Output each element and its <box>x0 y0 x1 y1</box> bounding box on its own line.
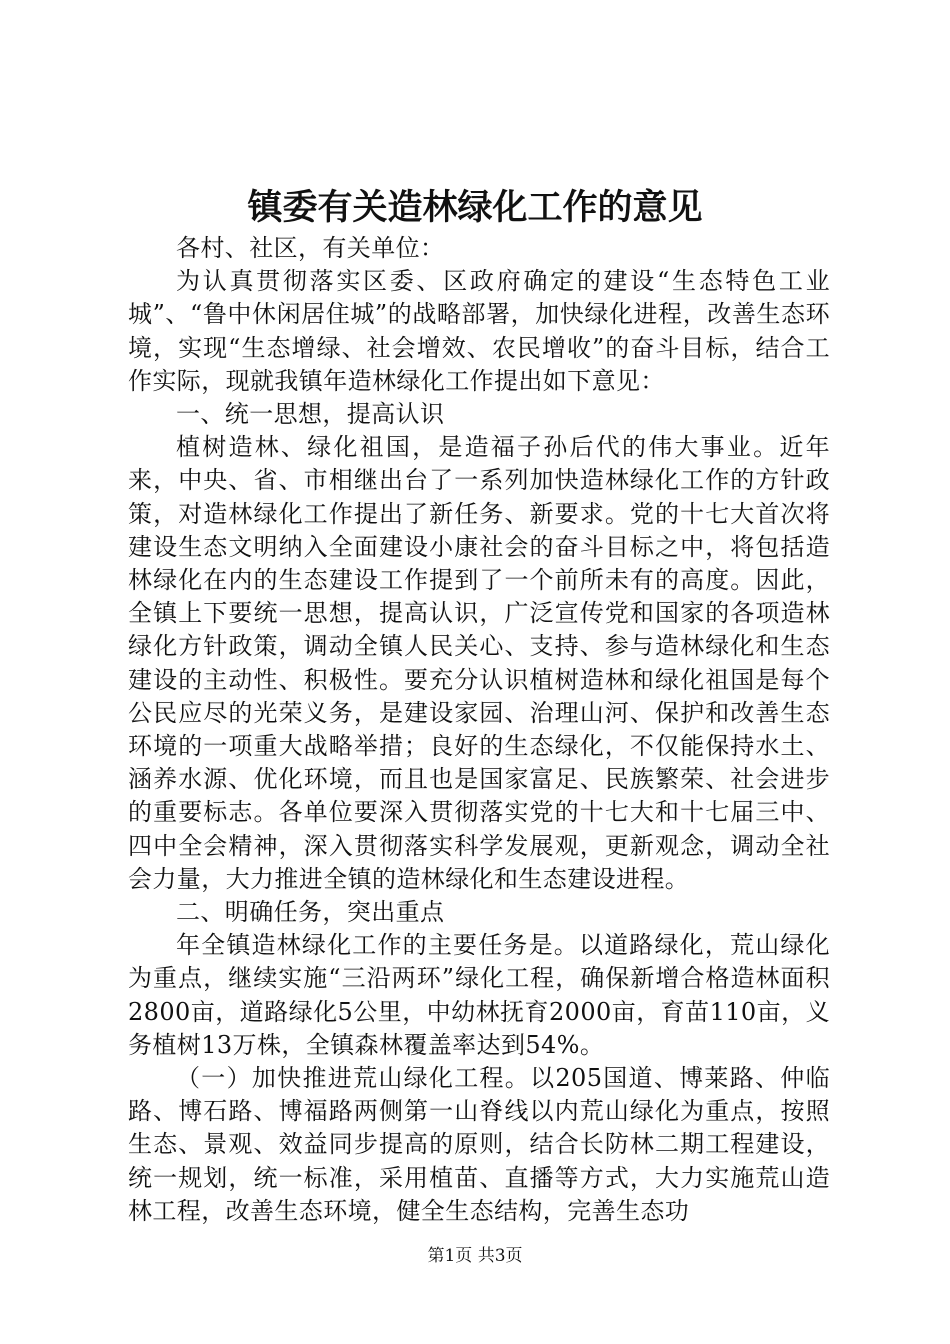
paragraph-salutation: 各村、社区，有关单位： <box>176 234 445 262</box>
section-heading-2: 二、明确任务，突出重点 <box>176 898 445 927</box>
paragraph-intro: 为认真贯彻落实区委、区政府确定的建设“生态特色工业城”、“鲁中休闲居住城”的战略部署，加快绿化进程，改善生态环境，实现“生态增绿、社会增效、农民增收”的奋斗目标，结合工作实际，现就我镇年造林绿化工作提出如下意见： <box>128 267 830 395</box>
document-body <box>128 232 830 1228</box>
document-title: 镇委有关造林绿化工作的意见 <box>247 187 703 228</box>
paragraph-section-1: 植树造林、绿化祖国，是造福子孙后代的伟大事业。近年来，中央、省、市相继出台了一系列加快造林绿化工作的方针政策，对造林绿化工作提出了新任务、新要求。党的十七大首次将建设生态文明纳入全面建设小康社会的奋斗目标之中，将包括造林绿化在内的生态建设工作提到了一个前所未有的高度。因此，全镇上下要统一思想，提高认识，广泛宣传党和国家的各项造林绿化方针政策，调动全镇人民关心、支持、参与造林绿化和生态建设的主动性、积极性。要充分认识植树造林和绿化祖国是每个公民应尽的光荣义务，是建设家园、治理山河、保护和改善生态环境的一项重大战略举措；良好的生态绿化，不仅能保持水土、涵养水源、优化环境，而且也是国家富足、民族繁荣、社会进步的重要标志。各单位要深入贯彻落实党的十七大和十七届三中、四中全会精神，深入贯彻落实科学发展观，更新观念，调动全社会力量，大力推进全镇的造林绿化和生态建设进程。 <box>128 433 830 893</box>
paragraph-subsection-1: （一）加快推进荒山绿化工程。以205国道、博莱路、仲临路、博石路、博福路两侧第一山脊线以内荒山绿化为重点，按照生态、景观、效益同步提高的原则，结合长防林二期工程建设，统一规划，统一标准，采用植苗、直播等方式，大力实施荒山造林工程，改善生态环境，健全生态结构，完善生态功 <box>128 1064 830 1225</box>
page-footer: 第1页 共3页 <box>427 1246 523 1266</box>
paragraph-section-2: 年全镇造林绿化工作的主要任务是。以道路绿化，荒山绿化为重点，继续实施“三沿两环”绿化工程，确保新增合格造林面积2800亩，道路绿化5公里，中幼林抚育2000亩，育苗110亩，义务植树13万株，全镇森林覆盖率达到54%。 <box>128 931 830 1059</box>
section-heading-1: 一、统一思想，提高认识 <box>176 400 445 429</box>
